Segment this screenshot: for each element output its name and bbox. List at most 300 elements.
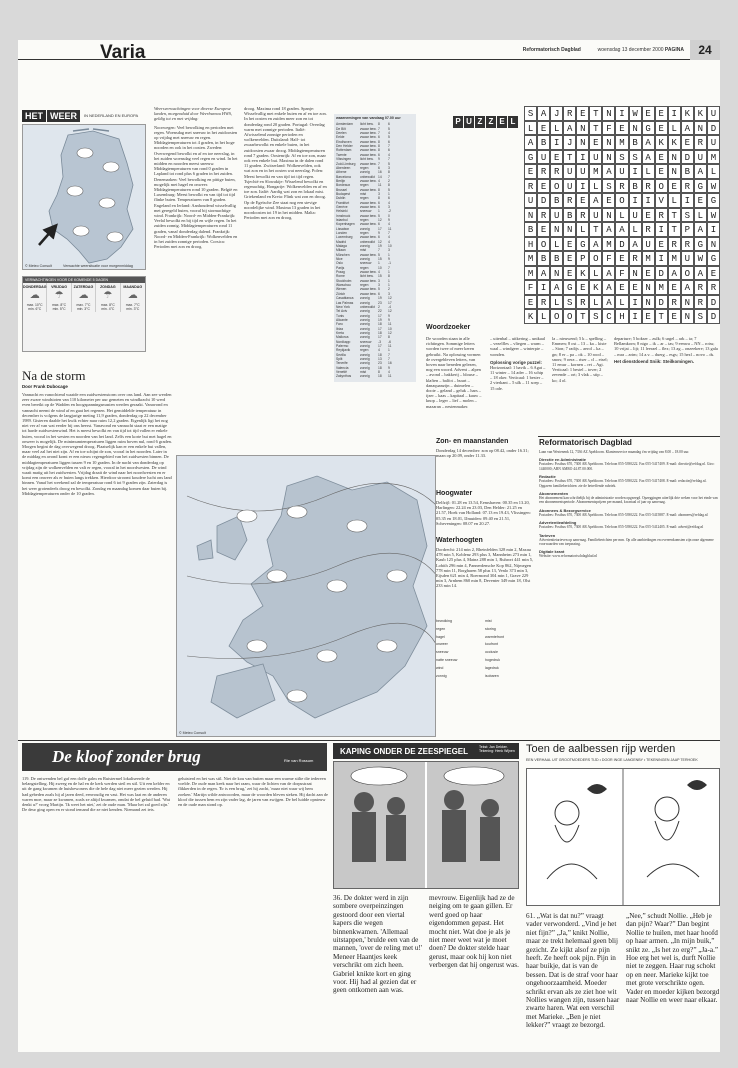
table-cell: zonnig xyxy=(360,300,370,305)
grid-letter: N xyxy=(681,295,694,310)
comic-text-col1: 36. De dokter werd in zijn sombere overpeinzingen gestoord door een viertal kapers die wegen binnenkwamen. 'Allemaal uitstappen,' brulde een van de mannen, 'over de reling met u!' Meneer Haantjes keek verschrikt om zich heen. Gabriel knikte kort en ging voor. Hij had al gezien dat er geen ontkomen aan was. xyxy=(333,894,423,995)
paper-name: Reformatorisch Dagblad xyxy=(522,47,581,53)
map-caption: Verwachte weersituatie voor morgenmiddag xyxy=(63,263,133,268)
grid-letter: F xyxy=(602,121,615,136)
grid-letter: I xyxy=(642,193,655,208)
table-cell: 3 xyxy=(388,204,390,209)
legend-item: zonnig xyxy=(436,673,447,678)
table-cell: zwaar bew. xyxy=(360,148,377,153)
table-cell: 2 xyxy=(388,287,390,292)
table-cell: zwaar bew. xyxy=(360,178,377,183)
legend-item: natte sneeuw xyxy=(436,657,458,662)
table-cell: 8 xyxy=(378,144,380,149)
serial-byline: Rie van Rossum xyxy=(284,758,314,763)
table-cell: 9 xyxy=(388,217,390,222)
table-cell: zonnig xyxy=(360,170,370,175)
table-cell: 1 xyxy=(388,348,390,353)
table-cell: 6 xyxy=(388,196,390,201)
serial-col2: geluisterd en het was stil. Niet de kou van buiten maar een warme stilte die iedereen voelde. De oude man keek naar het raam, waar de lichten van de dorpsstraat flikkerden in de regen. 'Er is een brug,' zei hij zacht, 'maar niet waar wij hem zoeken.' Martijn wilde antwoorden, maar de woorden bleven steken. Hij dacht aan de kloof die tussen hem en zijn vader lag, de jaren van zwijgen. De bel luidde opnieuw en de oude man stond op. xyxy=(178,776,328,808)
table-cell: Frankfurt xyxy=(336,200,350,205)
grid-letter: O xyxy=(550,179,563,194)
table-cell: Venetië xyxy=(336,370,347,374)
grid-letter: L xyxy=(589,179,602,194)
forecast-title: VERWACHTINGEN VOOR DE KOMENDE 5 DAGEN xyxy=(23,277,145,283)
table-cell: zwaar bew. xyxy=(360,222,377,227)
table-row xyxy=(334,374,416,378)
forecast-day: DONDERDAG ☁ max. 10°C min. 6°C xyxy=(23,285,47,312)
table-cell: 7 xyxy=(388,157,390,162)
grid-letter: E xyxy=(642,106,655,121)
colophon-heading: Tarieven xyxy=(539,532,556,538)
table-cell: 15 xyxy=(378,257,382,262)
table-cell: mist xyxy=(360,370,367,374)
legend-row xyxy=(436,673,534,681)
grid-letter: K xyxy=(694,106,707,121)
grid-letter: P xyxy=(681,222,694,237)
grid-row xyxy=(524,309,720,324)
table-cell: -6 xyxy=(388,339,391,344)
colophon: Laan van Westenenk 12, 7336 AZ Apeldoorn. Klantenservice maandag t/m vrijdag van 8.00 – 18.00 uur. Directie en Administratie Postadres: Postbus 670, 7300 AR Apeldoorn. Telefoon 055-5390222. Fax 055-5417409. E-mail: directie@refdag.nl. Giro: 1440000; ABN AMRO 44.87.00.000. Redactie Postadres: Postbus 670, 7300 AR Apeldoorn. Telefoon 055-5390222. Fax 055-5417408. E-mail: redactie@refdag.nl. Opgaven familieberichten: zie de betreffende rubriek. Abonnementen Het abonnement kan schriftelijk bij de administratie worden opgezegd. Opzeggingen uiterlijk drie weken voor het einde van een abonnementsperiode. Abonnementsprijzen per maand, kwartaal of jaar op aanvraag. Abonnees & Bezorgservice Postadres: Postbus 670, 7300 AR Apeldoorn. Telefoon 055-5390222. Fax 055-5415887. E-mail: abonnees@refdag.nl Advertentieafdeling Postadres: Postbus 670, 7300 AR Apeldoorn. Telefoon 055-5390222. Fax 055-5412405. E-mail: advert@refdag.nl Tarieven Advertentietarieven op aanvraag. Familieberichten per mm. Op alle aanbiedingen en overeenkomsten zijn onze algemene voorwaarden van toepassing. Digitale krant Website: www.reformatorischdagblad.nl xyxy=(539,450,718,559)
table-cell: -4 xyxy=(388,304,391,309)
table-cell: 23 xyxy=(378,300,382,305)
table-cell: Vlissingen xyxy=(336,157,352,162)
table-cell: Zakynthos xyxy=(336,374,352,379)
legend-item: warmtefront xyxy=(485,634,504,639)
table-cell: Aberdeen xyxy=(336,165,351,170)
grid-letter: U xyxy=(550,208,563,223)
grid-row xyxy=(524,121,720,136)
grid-letter: D xyxy=(707,295,720,310)
grid-letter: I xyxy=(707,222,720,237)
table-cell: 19 xyxy=(378,317,382,322)
grid-letter: R xyxy=(668,295,681,310)
table-cell: Berlijn xyxy=(336,178,346,183)
grid-letter: E xyxy=(668,179,681,194)
water-level-title: Waterhoogten xyxy=(436,537,483,544)
legend-item: bewolking xyxy=(436,619,452,623)
grid-letter: E xyxy=(576,106,589,121)
grid-letter: U xyxy=(589,208,602,223)
table-cell: zwaar bew. xyxy=(360,152,377,157)
grid-letter: U xyxy=(524,193,537,208)
table-cell: 9 xyxy=(378,231,380,235)
europe-map-graphic xyxy=(177,456,436,737)
table-cell: regen xyxy=(360,231,369,235)
table-cell: 10 xyxy=(388,326,392,331)
grid-letter: D xyxy=(655,295,668,310)
grid-letter: E xyxy=(589,135,602,150)
grid-letter: L xyxy=(615,208,628,223)
table-cell: Rotterdam xyxy=(336,148,352,153)
legend-row xyxy=(436,618,534,626)
grid-letter: A xyxy=(563,121,576,136)
table-cell: zwaar bew. xyxy=(360,278,377,283)
grid-letter: A xyxy=(602,164,615,179)
table-cell: 6 xyxy=(378,135,380,140)
table-cell: 7 xyxy=(378,131,380,136)
map-credit: © Meteo Consult xyxy=(25,263,52,268)
table-cell: -1 xyxy=(388,261,391,266)
grid-letter: A xyxy=(681,280,694,295)
colophon-text: Advertentietarieven op aanvraag. Familieberichten per mm. Op alle aanbiedingen en overeenkomsten zijn onze algemene voorwaarden van toepassing. xyxy=(539,537,714,547)
grid-letter: N xyxy=(550,266,563,281)
grid-letter: E xyxy=(642,309,655,324)
table-cell: Alicante xyxy=(336,317,348,322)
table-cell: zonnig xyxy=(360,343,370,348)
table-cell: 4 xyxy=(378,178,380,183)
rd-rule xyxy=(538,436,720,437)
grid-letter: T xyxy=(576,309,589,324)
grid-letter: L xyxy=(615,295,628,310)
table-cell: Twente xyxy=(336,152,347,157)
table-cell: 11 xyxy=(388,343,392,348)
colophon-heading: Abonnees & Bezorgservice xyxy=(539,507,591,513)
grid-letter: E xyxy=(563,251,576,266)
puzzle-words-col1: – uitenbal – uitkering – untkaal – vezelfles – vliegen – warm – waal – windgeer – winterpie – wonden. Oplossing vorige puzzel: Horizontaal: 1 bavik – 6 Agat – 11 winter – 14 ader – 16 schip – 18 oker. Verticaal: 1 bester – 2 vierkant – 5 ulk – 11 soep – 15 ode. xyxy=(490,336,546,391)
table-cell: Sevilla xyxy=(336,352,346,357)
weather-observations-table xyxy=(334,114,416,382)
table-cell: zonnig xyxy=(360,322,370,327)
grid-letter: U xyxy=(629,208,642,223)
grid-letter: S xyxy=(524,106,537,121)
table-cell: 6 xyxy=(378,152,380,157)
legend-row xyxy=(436,649,534,657)
grid-letter: F xyxy=(524,280,537,295)
weather-text-col1: Weersverwachtingen voor diverse Europese landen, morgenduid door Weerbureau HWS, geldig tot en met vrijdag: Noorwegen: Veel bewolking en perioden met regen. Woensdag met sneeuw in het zuidoosten op vrijdag met sneeuw en regen. Middagtemperaturen tot 4 graden, in het hoge noorden en ook in het oosten. Zweden: Overwegend bewolkt en af en toe neerslag, in het zuiden woensdag veel regen en wind. In het midden en noorden meest sneeuw. Middagtemperaturen van rond 0 graden in Lapland tot rond plus 6 graden in het zuiden. Denemarken: Veel bewolking en pittige buien, mogelijk met hagel en onweer. Middagtemperaturen rond 10 graden. België en Luxemburg: Meest bewolkt en van tijd tot tijd flinke buien. Temperaturen van 8 graden. Engeland en Ierland: Aanhoudend wisselvallig met geregeld buien, vooral bij stormachtige wind. Frankrijk: Noord- en Midden-Frankrijk: Veelal bewolkt en bij tijd en wijle regen. In het zuiden zonnig. Middagtemperaturen rond 11 graden, vanaf donderdag dalend. Frankrijk: Noord- en Midden-Frankrijk: Wolkenvelden en in het zuiden zonnige perioden. Corsica: Perioden met zon en droog. xyxy=(154,106,238,250)
table-cell: 3 xyxy=(388,248,390,253)
table-cell: Luxemburg xyxy=(336,235,353,240)
grid-letter: K xyxy=(589,280,602,295)
grid-letter: U xyxy=(707,106,720,121)
table-cell: zonnig xyxy=(360,330,370,335)
table-cell: 12 xyxy=(388,309,392,314)
storm-byline: Door Frank Dubocage xyxy=(22,384,68,389)
grid-letter: I xyxy=(668,106,681,121)
grid-row xyxy=(524,164,720,179)
grid-letter: T xyxy=(655,309,668,324)
logo-weer: WEER xyxy=(47,110,80,122)
table-cell: Valencia xyxy=(336,365,349,370)
grid-letter: R xyxy=(563,193,576,208)
table-cell: zwaar bew. xyxy=(360,144,377,149)
table-cell: Split xyxy=(336,356,343,361)
table-cell: 6 xyxy=(388,122,390,127)
grid-letter: A xyxy=(694,222,707,237)
table-cell: 4 xyxy=(388,222,390,227)
table-cell: 7 xyxy=(388,356,390,361)
table-cell: Budapest xyxy=(336,191,350,196)
table-cell: zwaar bew. xyxy=(360,126,377,131)
legend-row xyxy=(436,634,534,642)
grid-letter: R xyxy=(537,164,550,179)
grid-letter: O xyxy=(537,237,550,252)
colophon-heading: Digitale krant xyxy=(539,549,565,555)
grid-letter: N xyxy=(694,121,707,136)
table-header: waarnemingen van vandaag 07.00 uur xyxy=(336,116,401,120)
grid-row xyxy=(524,251,720,266)
table-cell: 1 xyxy=(378,209,380,214)
table-cell: Las Palmas xyxy=(336,300,354,305)
table-cell: Den Helder xyxy=(336,144,353,149)
grid-letter: N xyxy=(602,208,615,223)
grid-letter: S xyxy=(589,309,602,324)
grid-letter: E xyxy=(655,237,668,252)
grid-letter: A xyxy=(537,266,550,281)
grid-letter: D xyxy=(707,309,720,324)
table-cell: Zürich xyxy=(336,291,346,296)
grid-letter: L xyxy=(629,222,642,237)
grid-letter: M xyxy=(615,135,628,150)
grid-letter: D xyxy=(615,237,628,252)
grid-letter: U xyxy=(589,150,602,165)
table-cell: 16 xyxy=(378,170,382,175)
table-cell: 8 xyxy=(378,148,380,153)
table-cell: 11 xyxy=(378,183,382,188)
weather-icon: ☁ xyxy=(78,290,89,301)
grid-letter: B xyxy=(681,164,694,179)
issue-date: woensdag 13 december 2000 xyxy=(597,47,664,53)
grid-letter: L xyxy=(550,237,563,252)
table-cell: Brussel xyxy=(336,187,347,192)
comic-title: KAPING ONDER DE ZEESPIEGEL xyxy=(340,747,469,756)
five-day-forecast xyxy=(22,276,146,352)
table-cell: 8 xyxy=(388,274,390,279)
colophon-text: Postadres: Postbus 670, 7300 AR Apeldoorn. Telefoon 055-5390222. Fax 055-5417409. E-mail: directie@refdag.nl. Giro: 1440000; ABN AMRO 44.87.00.000. xyxy=(539,462,715,471)
table-cell: onbewolkt xyxy=(360,304,375,309)
table-cell: 2 xyxy=(378,304,380,309)
legend-row xyxy=(436,657,534,665)
grid-letter: G xyxy=(642,121,655,136)
grid-letter: G xyxy=(694,179,707,194)
grid-letter: E xyxy=(668,309,681,324)
weather-text-col3 xyxy=(334,386,418,446)
grid-letter: L xyxy=(694,208,707,223)
comic-panels xyxy=(333,761,519,889)
grid-letter: F xyxy=(615,266,628,281)
grid-letter: E xyxy=(642,208,655,223)
table-cell: 1 xyxy=(388,252,390,257)
table-cell: Milaan xyxy=(336,248,346,253)
table-cell: 9 xyxy=(378,157,380,162)
grid-letter: J xyxy=(563,135,576,150)
grid-letter: E xyxy=(707,266,720,281)
serial-col1: 119. De ontwenden bel gaf een doffe galm en Ruistermel lokaliseerde de belangstelling. Hij zweeg en de hal en de kerk werden steil en stil. Uit een kelder en uit de gang kwamen de huisbewoners die de hele dag niet meer gezien werden. Hij had gebeden zoals hij al jaren deed, eenvoudig en vast. Het was laat en de anderen waren moe, maar ze kwamen, zoals ze altijd kwamen, omdat de bel geluid had. 'Wat denkt u?' vroeg Martijn. 'Ik weet het niet,' zei de oude man. 'Maar het zal goed zijn.' De deur ging open en er stond iemand die ze niet kenden. Niemand zei iets. xyxy=(22,776,170,813)
grid-letter: R xyxy=(694,135,707,150)
puzzle-intro: De woorden staan in alle richtingen. Sommige letters worden twee of meer keren gebruikt. Na oplossing vormen de overgebleven letters, van boven naar beneden gelezen, nog een woord. Advent – alpen – avond – bakkerij – blouse – klaften – balfot – buurt – danaquanzijn – duimelen – dooie – geland – geluk – hars – ijzer – kaas – kapitaal – kauw – knop – leger – lief – molen – mazaran – nestenmaker. xyxy=(426,336,482,409)
table-cell: 9 xyxy=(388,257,390,262)
grid-letter: R xyxy=(642,222,655,237)
grid-letter: N xyxy=(642,295,655,310)
grid-letter: M xyxy=(524,266,537,281)
table-cell: 3 xyxy=(388,291,390,296)
grid-letter: W xyxy=(694,251,707,266)
sun-moon-title: Zon- en maanstanden xyxy=(436,438,509,445)
table-cell: 6 xyxy=(378,165,380,170)
table-cell: 6 xyxy=(378,291,380,296)
table-cell: 6 xyxy=(378,200,380,205)
table-cell: 18 xyxy=(378,330,382,335)
grid-letter: E xyxy=(615,280,628,295)
grid-letter: O xyxy=(563,309,576,324)
table-cell: zonnig xyxy=(360,313,370,318)
table-cell: 6 xyxy=(378,222,380,227)
table-cell: zonnig xyxy=(360,326,370,331)
grid-row xyxy=(524,150,720,165)
table-cell: zonnig xyxy=(360,365,370,370)
table-cell: 8 xyxy=(378,122,380,127)
legend-row xyxy=(436,626,534,634)
table-cell: 5 xyxy=(378,213,380,218)
grid-letter: K xyxy=(524,309,537,324)
grid-letter: R xyxy=(642,179,655,194)
table-cell: Deelen xyxy=(336,131,347,136)
table-cell: -2 xyxy=(388,209,391,214)
word-search-grid xyxy=(524,106,720,324)
table-cell: licht bew. xyxy=(360,274,374,279)
grid-letter: U xyxy=(694,150,707,165)
map-legend xyxy=(436,618,534,680)
grid-letter: R xyxy=(563,106,576,121)
legend-item: occlusie xyxy=(485,650,498,655)
table-cell: 5 xyxy=(388,126,390,131)
table-cell: 7 xyxy=(388,265,390,270)
grid-letter: A xyxy=(589,193,602,208)
table-cell: Casablanca xyxy=(336,296,354,301)
table-cell: zonnig xyxy=(360,257,370,262)
grid-letter: M xyxy=(602,237,615,252)
section-title: Varia xyxy=(100,42,146,63)
table-cell: 5 xyxy=(378,287,380,292)
grid-letter: B xyxy=(563,208,576,223)
grid-letter: C xyxy=(602,309,615,324)
table-cell: 15 xyxy=(378,274,382,279)
grid-letter: T xyxy=(589,121,602,136)
grid-letter: F xyxy=(602,251,615,266)
grid-letter: I xyxy=(629,164,642,179)
table-cell: 7 xyxy=(378,248,380,253)
table-cell: onbewolkt xyxy=(360,239,375,244)
logo-sub: IN NEDERLAND EN EUROPA xyxy=(84,113,139,118)
table-cell: Ibiza xyxy=(336,326,343,331)
grid-letter: A xyxy=(589,237,602,252)
table-cell: 12 xyxy=(378,239,382,244)
grid-letter: E xyxy=(615,251,628,266)
grid-letter: M xyxy=(642,251,655,266)
table-cell: 10 xyxy=(378,265,382,270)
grid-letter: N xyxy=(681,309,694,324)
legend-item: mist xyxy=(485,619,492,623)
high-tide-title: Hoogwater xyxy=(436,490,473,497)
grid-letter: T xyxy=(668,208,681,223)
table-cell: Nordkapp xyxy=(336,339,351,344)
table-cell: regen xyxy=(360,196,369,201)
puzzle-title: Woordzoeker xyxy=(426,324,471,331)
grid-letter: R xyxy=(537,208,550,223)
colophon-title: Reformatorisch Dagblad xyxy=(539,438,632,447)
table-cell: Dublin xyxy=(336,196,346,201)
table-cell: zonnig xyxy=(360,226,370,231)
grid-letter: T xyxy=(589,106,602,121)
high-tide-text: Delfzijl: 01.28 en 13.54, Eemshaven: 00.35 en 13.20, Harlingen: 22.24 en 23.03, Den Helder: 21.25 en 21.57, Hoek van Holland: 07.13 en 19.43, Vlissingen: 05.35 en 18.01, IJmuiden: 09.40 en 21.51, Scheveningen: 08.07 en 20.27. xyxy=(436,500,531,526)
grid-letter: N xyxy=(629,121,642,136)
grid-letter: A xyxy=(642,150,655,165)
grid-letter: O xyxy=(681,266,694,281)
legend-item: onweer xyxy=(436,642,448,647)
storm-article-title: Na de storm xyxy=(22,368,86,383)
grid-letter: G xyxy=(563,280,576,295)
storm-article-body: Vannacht en vanochtend waaide een zuidwestenstorm over ons land. Aan zee werden zeer zware windstoten van 110 kilometer per uur gemeten en windkracht 10 werd even bereikt op de Wadden en hoogspanningsmasten werden geraakt. Vanavond en vannacht neemt de wind af en gaat het regenen. Het gemiddelde temperatuur in december is volgens de langjarige meting 11,9 graden, donderdag op 22 december 1989. Gisteren daalde het kwik echter naar ruim 12,2 graden. Eigenlijk ligt het nog niet ver af van wat eerder bij ons heerst. Vanavond en vannacht staat er een matige tot harde zuidwestenwind. Het is meest bewolkt en van tijd tot tijd vallen er enkele buien, vooral in het westen en noorden van het land. Zelfs een korte bui met hagel en onweer is mogelijk. De minimumtemperaturen liggen ruim boven nul, rond 6 graden. Morgen begint de dag overwegend droog. Plaatselijk kan er een enkele bui vallen, maar veel zal het niet zijn. Af en toe schijnt de zon, vooral in het noorden. Later in de middag en avond komt er een nieuw regengebied van het zuidwesten binnen. De middagtemperaturen liggen tussen 9 en 10 graden. In de nacht van donderdag op vrijdag zijn de wolkenvelden en valt er regen, vooral in het noordwesten. De wind waait matig uit het zuidwesten. Vrijdag draait de wind naar het noordwesten en er komt een onweer als er buien langs trekken. Hierdoor stroomt koudere lucht ons land binnen. Vanaf het weekend zal de temperatuur rond 6 tot 9 graden zijn. Zaterdag is het weer grotendeels droog en bewolkt. Zondag en maandag komen daar buien bij. Middagtemperaturen onder de 10 graden. xyxy=(22,392,172,496)
table-cell: 3 xyxy=(378,191,380,196)
grid-letter: K xyxy=(576,266,589,281)
story-title: Toen de aalbessen rijp werden xyxy=(526,743,676,755)
table-cell: Faro xyxy=(336,322,343,327)
table-cell: 7 xyxy=(388,352,390,357)
grid-letter: T xyxy=(589,222,602,237)
table-cell: 6 xyxy=(378,235,380,240)
grid-letter: I xyxy=(615,106,628,121)
page-meta xyxy=(523,47,684,53)
table-cell: 7 xyxy=(378,126,380,131)
legend-item: hogedruk xyxy=(485,657,500,662)
table-cell: 7 xyxy=(388,144,390,149)
grid-letter: D xyxy=(707,121,720,136)
grid-letter: N xyxy=(524,208,537,223)
grid-letter: L xyxy=(576,222,589,237)
table-cell: zonnig xyxy=(360,352,370,357)
table-cell: mist xyxy=(360,248,367,253)
table-cell: 3 xyxy=(388,165,390,170)
grid-letter: A xyxy=(602,295,615,310)
table-cell: 7 xyxy=(388,231,390,235)
table-cell: 7 xyxy=(388,174,390,179)
grid-letter: R xyxy=(537,295,550,310)
table-cell: sneeuw xyxy=(360,261,372,266)
table-cell: -3 xyxy=(378,339,381,344)
grid-letter: R xyxy=(550,164,563,179)
table-cell: 17 xyxy=(378,226,382,231)
grid-letter: T xyxy=(668,222,681,237)
story-illustrations xyxy=(526,768,720,906)
table-cell: 6 xyxy=(378,204,380,209)
table-cell: 14 xyxy=(378,174,382,179)
table-cell: Rome xyxy=(336,274,345,279)
table-cell: 12 xyxy=(378,217,382,222)
grid-letter: L xyxy=(537,309,550,324)
table-cell: zwaar bew. xyxy=(360,287,377,292)
table-cell: Istanbul xyxy=(336,217,348,222)
netherlands-weather-map xyxy=(22,124,146,270)
grid-letter: A xyxy=(642,135,655,150)
table-cell: Reykjavik xyxy=(336,348,351,353)
europe-map-credit: © Meteo Consult xyxy=(179,730,206,735)
table-cell: Madrid xyxy=(336,239,347,244)
grid-letter: O xyxy=(655,179,668,194)
grid-row xyxy=(524,237,720,252)
table-cell: Wenen xyxy=(336,287,347,292)
logo-het: HET xyxy=(22,110,46,122)
puzzel-logo: P U Z Z E L xyxy=(453,116,519,128)
grid-letter: I xyxy=(655,251,668,266)
legend-item: hagel xyxy=(436,634,445,639)
grid-letter: K xyxy=(668,135,681,150)
grid-letter: I xyxy=(576,179,589,194)
grid-letter: M xyxy=(524,251,537,266)
grid-letter: G xyxy=(524,150,537,165)
grid-letter: E xyxy=(524,164,537,179)
table-cell: Stockholm xyxy=(336,278,352,283)
table-cell: Praag xyxy=(336,270,345,275)
grid-letter: A xyxy=(550,280,563,295)
